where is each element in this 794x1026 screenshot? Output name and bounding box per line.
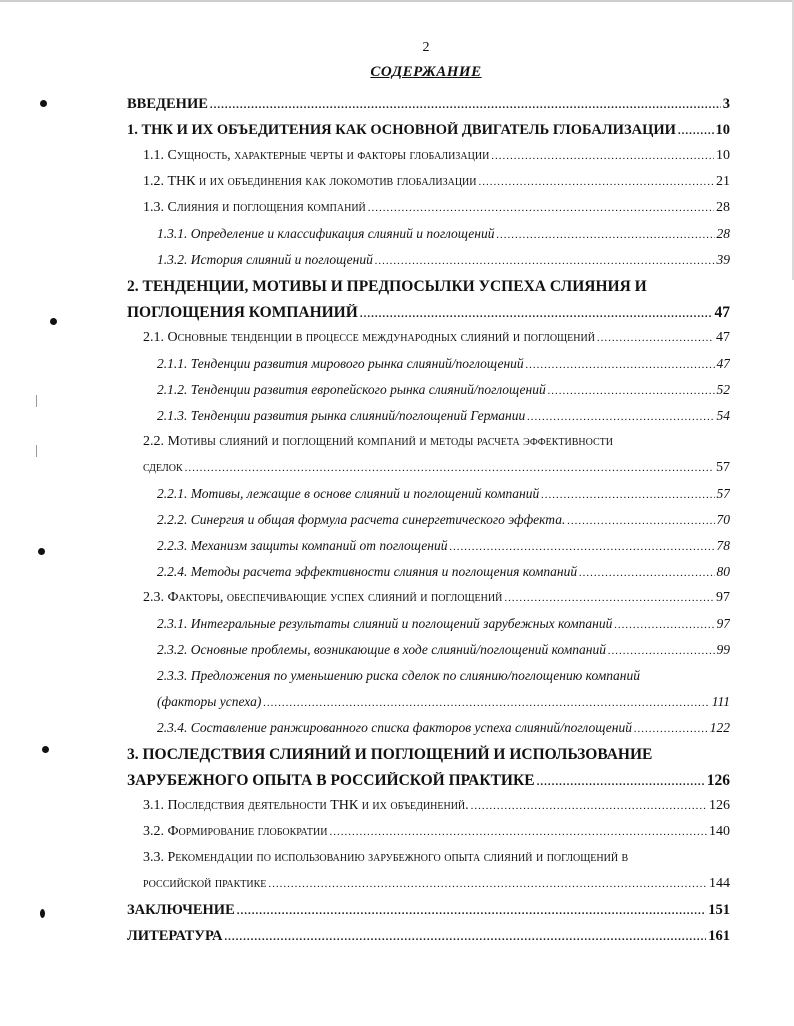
toc-entry-page: 57 [716, 486, 730, 501]
toc-entry[interactable] [143, 590, 730, 606]
dot-leader [471, 800, 707, 812]
toc-entry-title: 3.1. Последствия деятельности ТНК и их объединений. [143, 798, 469, 813]
toc-entry-page: 28 [716, 226, 730, 241]
dot-leader [479, 176, 715, 188]
toc-entry-title: 2.2. Мотивы слияний и поглощений компаний и методы расчета эффективности [143, 434, 613, 449]
toc-entry-title: 2.1.3. Тенденции развития рынка слияний/поглощений Германии [157, 408, 526, 423]
toc-entry-page: 111 [711, 694, 730, 709]
toc-entry[interactable] [127, 122, 730, 139]
dot-leader [504, 592, 714, 604]
toc-entry-title: сделок [143, 460, 183, 475]
toc-entry-page: 52 [716, 382, 730, 397]
toc-entry-title: 2. ТЕНДЕНЦИИ, МОТИВЫ И ПРЕДПОСЫЛКИ УСПЕХА СЛИЯНИЯ И [127, 278, 647, 295]
toc-entry-page: 151 [708, 902, 730, 918]
toc-entry-page: 57 [716, 460, 730, 475]
toc-entry[interactable] [143, 876, 730, 892]
toc-entry[interactable] [157, 642, 730, 658]
scan-speck [40, 100, 47, 107]
toc-entry-page: 80 [716, 564, 730, 579]
toc-entry-page: 10 [716, 148, 730, 163]
dot-leader [185, 462, 714, 474]
toc-entry-page: 78 [716, 538, 730, 553]
toc-entry-page: 122 [709, 720, 730, 735]
toc-entry-page: 3 [722, 96, 730, 112]
toc-entry-title: 2.3.4. Составление ранжированного списка факторов успеха слияний/поглощений [157, 720, 632, 735]
toc-entry[interactable] [143, 460, 730, 476]
dot-leader [491, 150, 714, 162]
scan-speck [42, 746, 49, 753]
toc-entry-title: 1.1. Сущность, характерные черты и факторы глобализации [143, 148, 490, 163]
toc-entry-title: 3.2. Формирование глобократии [143, 824, 328, 839]
scan-tick [36, 445, 37, 457]
toc-entry-title: ЗАКЛЮЧЕНИЕ [127, 902, 235, 918]
toc-entry-page: 140 [709, 824, 730, 839]
toc-entry-page: 70 [716, 512, 730, 527]
dot-leader [608, 645, 715, 657]
toc-entry-title: российской практике [143, 876, 267, 891]
dot-leader [368, 202, 714, 214]
toc-entry[interactable] [143, 148, 730, 164]
dot-leader [375, 255, 715, 267]
toc-entry-title: 3. ПОСЛЕДСТВИЯ СЛИЯНИЙ И ПОГЛОЩЕНИЙ И ИСПОЛЬЗОВАНИЕ [127, 746, 653, 763]
toc-entry-page: 97 [716, 590, 730, 605]
dot-leader [541, 489, 714, 501]
toc-entry[interactable] [157, 616, 730, 632]
dot-leader [449, 541, 714, 553]
dot-leader [614, 619, 714, 631]
dot-leader [634, 723, 708, 735]
toc-entry-title: 2.1.1. Тенденции развития мирового рынка слияний/поглощений [157, 356, 524, 371]
toc-entry[interactable] [157, 538, 730, 554]
toc-entry[interactable] [157, 486, 730, 502]
toc-entry-page: 47 [716, 330, 730, 345]
toc-entry[interactable] [157, 512, 730, 528]
dot-leader [224, 931, 706, 943]
dot-leader [497, 229, 715, 241]
toc-entry-title: 1.3.2. История слияний и поглощений [157, 252, 373, 267]
toc-entry-title: 2.1. Основные тенденции в процессе международных слияний и поглощений [143, 330, 595, 345]
dot-leader [360, 308, 713, 320]
dot-leader [579, 567, 714, 579]
scan-speck [40, 909, 45, 918]
scan-edge-top [0, 0, 794, 2]
toc-entry[interactable] [143, 200, 730, 216]
toc-entry[interactable] [127, 928, 730, 945]
toc-entry-page: 10 [715, 122, 730, 138]
toc-entry[interactable] [127, 902, 730, 919]
toc-title: СОДЕРЖАНИЕ [370, 64, 482, 80]
dot-leader [210, 99, 721, 111]
page-number: 2 [422, 40, 430, 55]
toc-entry-title: 2.3.3. Предложения по уменьшению риска сделок по слиянию/поглощению компаний [157, 668, 640, 683]
dot-leader [567, 515, 714, 527]
toc-entry-title: 1.3. Слияния и поглощения компаний [143, 200, 366, 215]
toc-entry[interactable] [157, 720, 730, 736]
toc-entry-title: 2.2.1. Мотивы, лежащие в основе слияний и поглощений компаний [157, 486, 540, 501]
toc-entry-title: 1.3.1. Определение и классификация слияний и поглощений [157, 226, 495, 241]
toc-entry-page: 161 [708, 928, 730, 944]
dot-leader [237, 905, 706, 917]
dot-leader [597, 332, 714, 344]
toc-entry[interactable] [127, 96, 730, 113]
toc-entry[interactable] [143, 174, 730, 190]
dot-leader [263, 697, 709, 709]
toc-entry-page: 21 [716, 174, 730, 189]
toc-entry-title: 2.3.2. Основные проблемы, возникающие в ходе слияний/поглощений компаний [157, 642, 606, 657]
toc-entry-title: 3.3. Рекомендации по использованию зарубежного опыта слияний и поглощений в [143, 850, 629, 865]
toc-entry-page: 47 [714, 304, 730, 321]
toc-entry-title: 2.2.3. Механизм защиты компаний от поглощений [157, 538, 448, 553]
toc-entry[interactable] [157, 382, 730, 398]
toc-entry[interactable] [157, 694, 730, 710]
toc-entry[interactable] [157, 252, 730, 268]
toc-entry[interactable] [157, 408, 730, 424]
toc-entry-title: 1. ТНК И ИХ ОБЪЕДИТЕНИЯ КАК ОСНОВНОЙ ДВИГАТЕЛЬ ГЛОБАЛИЗАЦИИ [127, 122, 676, 138]
toc-entry-title: 2.2.2. Синергия и общая формула расчета синергетического эффекта. [157, 512, 566, 527]
toc-entry-page: 54 [716, 408, 730, 423]
toc-entry-title: 1.2. ТНК и их объединения как локомотив глобализации [143, 174, 477, 189]
toc-entry-title: 2.3. Факторы, обеспечивающие успех слияний и поглощений [143, 590, 503, 605]
toc-entry[interactable] [157, 356, 730, 372]
toc-entry-title: 2.3.1. Интегральные результаты слияний и поглощений зарубежных компаний [157, 616, 613, 631]
toc-entry[interactable] [127, 772, 730, 790]
scan-tick [36, 395, 37, 407]
toc-entry-page: 99 [716, 642, 730, 657]
toc-entry[interactable] [157, 226, 730, 242]
toc-entry-title: ЛИТЕРАТУРА [127, 928, 223, 944]
toc-entry-title: ПОГЛОЩЕНИЯ КОМПАНИИЙ [127, 304, 358, 321]
scan-speck [38, 548, 45, 555]
dot-leader [329, 826, 707, 838]
toc-entry-page: 47 [716, 356, 730, 371]
toc-entry[interactable] [143, 824, 730, 840]
dot-leader [527, 411, 714, 423]
toc-entry-title: ВВЕДЕНИЕ [127, 96, 208, 112]
toc-entry[interactable] [143, 330, 730, 346]
toc-entry-page: 126 [709, 798, 730, 813]
dot-leader [526, 359, 715, 371]
dot-leader [537, 776, 705, 788]
dot-leader [678, 125, 714, 137]
toc-entry-page: 39 [716, 252, 730, 267]
dot-leader [548, 385, 715, 397]
toc-entry-title: 2.1.2. Тенденции развития европейского рынка слияний/поглощений [157, 382, 546, 397]
toc-entry[interactable] [143, 798, 730, 814]
toc-entry-title: (факторы успеха) [157, 694, 262, 709]
toc-entry[interactable] [157, 564, 730, 580]
dot-leader [268, 878, 707, 890]
toc-entry-title: ЗАРУБЕЖНОГО ОПЫТА В РОССИЙСКОЙ ПРАКТИКЕ [127, 772, 535, 789]
toc-entry-page: 144 [709, 876, 730, 891]
toc-entry-page: 28 [716, 200, 730, 215]
scan-speck [50, 318, 57, 325]
toc-entry-page: 126 [706, 772, 730, 789]
toc-entry-page: 97 [716, 616, 730, 631]
toc-entry-title: 2.2.4. Методы расчета эффективности слияния и поглощения компаний [157, 564, 578, 579]
toc-entry[interactable] [127, 304, 730, 322]
